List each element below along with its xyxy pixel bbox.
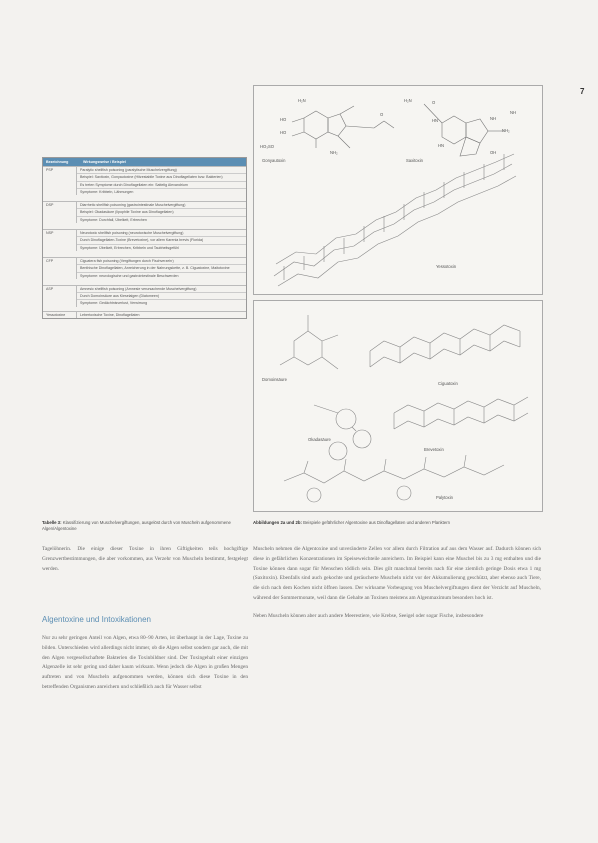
table-cell: Durch Dinoflagellaten-Toxine (Brevetoxine), vor allem Karenia brevis (Florida) (77, 237, 246, 244)
figure-2a (253, 85, 543, 295)
figure-caption (253, 520, 541, 526)
structure-label-palytoxin: Palytoxin (436, 495, 453, 500)
atom-label: HO (280, 130, 287, 135)
caption-title: Abbildungen 2a und 2b: (253, 520, 302, 525)
table-cell: Symptome: Gedächtnisverlust, Verwirrung (80, 301, 148, 306)
row-label: PSP (43, 167, 77, 195)
atom-label: H₂N (404, 98, 412, 103)
table-cell: Ciguatera fish poisoning (Vergiftungen durch Fischverzehr) (77, 258, 246, 265)
table-cell: Symptome: Durchfall, Übelkeit, Erbrechen (80, 217, 147, 222)
structure-label-brevetoxin: Brevetoxin (424, 447, 444, 452)
table-cell: Beispiel: Saxitoxin, Gonyautoxine (Hitzestabile Toxine aus Dinoflagellaten bzw. Bakterien) (77, 174, 246, 181)
table-cell: Amnesic shellfish poisoning (Amnesie verursachende Muschelvergiftung) (77, 286, 246, 293)
table-cell: Benthische Dinoflagellaten, Anreicherung in der Nahrungskette, z. B. Ciguatoxine, Maitotoxine (77, 265, 246, 272)
body-column-right (253, 545, 541, 630)
structure-label-ciguatoxin: Ciguatoxin (438, 381, 458, 386)
body-column-left (42, 545, 248, 582)
atom-label: NH₂ (330, 150, 338, 155)
atom-label: NH (510, 110, 517, 115)
section-heading: Algentoxine und Intoxikationen (42, 615, 151, 624)
caption-text: Klassifizierung von Muschelvergiftungen, ausgelöst durch von Muscheln aufgenommene Algen/Algentoxine (42, 520, 231, 531)
row-label: CFP (43, 258, 77, 279)
table-row (43, 257, 246, 279)
atom-label: O (432, 100, 436, 105)
structure-label-gonyautoxin: Gonyautoxin (262, 158, 286, 163)
row-label: NSP (43, 230, 77, 251)
structure-label-yessotoxin: Yessotoxin (436, 264, 457, 269)
atom-label: O (380, 112, 384, 117)
structure-label-saxitoxin: Saxitoxin (406, 158, 423, 163)
table-cell: Lebertoxische Toxine, Dinoflagellaten (80, 312, 140, 317)
atom-label: HN (432, 118, 439, 123)
atom-label: H₂N (298, 98, 306, 103)
structure-label-okadaic-acid: Okadasäure (308, 437, 331, 442)
table-row (43, 166, 246, 195)
paragraph: Tagelöhnerin. Die einige dieser Toxine in ihren Giftigkeiten teils hochgiftige Grenzwertbestimmungen, die aber vorkommen, aus Verzehr von Muscheln bestimmt, festgelegt werden. (42, 546, 248, 572)
atom-label: NH (490, 116, 497, 121)
table-cell: Durch Domoinsäure aus Kieselalgen (Diatomeen) (77, 293, 246, 300)
table-row (43, 229, 246, 251)
header-designation: Bezeichnung (46, 159, 69, 164)
row-label: DSP (43, 202, 77, 223)
atom-label: HN (438, 143, 445, 148)
atom-label: HO (280, 117, 287, 122)
atom-label: HO₃SO (260, 144, 275, 149)
figure-2b-drawing (254, 301, 542, 511)
header-effect: Wirkungsweise / Beispiel (83, 159, 126, 164)
table-cell: Diarrhetic shellfish poisoning (gastrointestinale Muschelvergiftung) (77, 202, 246, 209)
table-cell: Paralytic shellfish poisoning (paralytische Muschelvergiftung) (77, 167, 246, 174)
table-cell: Symptome: neurologische und gastrointestinale Beschwerden (80, 273, 179, 278)
row-label: ASP (43, 286, 77, 307)
paragraph: Neben Muscheln können aber auch andere Meerestiere, wie Krebse, Seeigel oder sogar Fische, insbesondere (253, 612, 484, 619)
caption-text: Beispiele gefährlicher Algentoxine aus Dinoflagellaten und anderen Planktern (303, 520, 451, 525)
row-label: Yessotoxine (43, 312, 77, 318)
table-cell: Symptome: Kribbeln, Lähmungen (80, 189, 134, 194)
table-caption (42, 520, 248, 531)
table-row (43, 201, 246, 223)
atom-label: OH (490, 150, 497, 155)
table-cell: Neurotoxic shellfish poisoning (neurotoxische Muschelvergiftung) (77, 230, 246, 237)
table-cell: Symptome: Übelkeit, Erbrechen, Kribbeln und Taubheitsgefühl (80, 245, 180, 250)
yessotoxin-drawing (254, 86, 542, 294)
paragraph: Muscheln nehmen die Algentoxine und unveränderte Zellen vor allem durch Filtration auf aus dem Wasser auf. Dadurch können sich diese in gefährlichen Konzentrationen im Speiseweichteile anreichern. Im Beispiel kann eine Muschel bis zu 3 mg enthalten und die Toxine können dann sogar für Menschen tödlich sein. Dies gilt manchmal bereits nach für eine ziemlich geringe Dosis etwa 1 mg (Saxitoxin). Ebenfalls sind auch gekochte und geräucherte Muscheln nicht vor der Akkumulierung geschützt, aber ebenso auch Tiere, die sich nach dem Kochen nicht öffnen lassen. Der wirksame Vorbeugung von Muschelvergiftungen dient der Verzicht auf Muscheln, während der Sommermonate, weil dann die Gehalte an Toxinen meistens am Algenmaximum besonders hoch ist. (253, 546, 541, 601)
paragraph: Nur zu sehr geringen Anteil von Algen, etwa 80–90 Arten, ist überhaupt in der Lage, Toxine zu bilden. Unterschieden wird allerdings nicht immer, ob die Algen selbst sondern gar auch, die mit den Algen vergesellschaftete Bakterien die Toxinbildner sind. Der Toxingehalt einer einzigen Algenzelle ist sehr gering und daher kaum wirksam. Wenn jedoch die Algen in großen Mengen auftreten und von Muscheln aufgenommen werden, können sich diese Toxine in den betreffenden Organismen anreichern und schließlich auch für Wasser selbst (42, 635, 248, 690)
structure-label-domoic-acid: Domoinsäure (262, 377, 287, 382)
page-number: 7 (580, 87, 585, 96)
table-header (43, 158, 246, 166)
figure-2b (253, 300, 543, 512)
body-column-left-2 (42, 634, 248, 701)
table-row (43, 311, 246, 318)
table-row (43, 285, 246, 307)
toxin-classification-table (42, 157, 247, 319)
table-cell: Beispiel: Okadasäure (lipophile Toxine aus Dinoflagellaten) (77, 209, 246, 216)
caption-title: Tabelle 3: (42, 520, 62, 525)
table-cell: Es treten Symptome durch Dinoflagellaten ein: Sattelig Alexandrium (77, 182, 246, 189)
atom-label: NH₂ (502, 128, 510, 133)
